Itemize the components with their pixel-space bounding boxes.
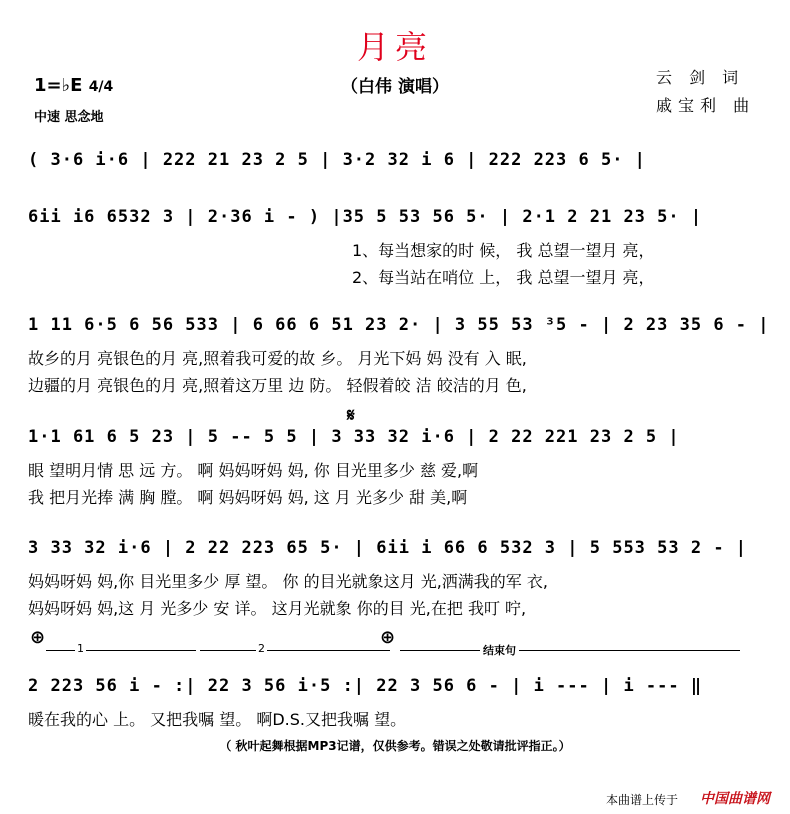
coda-sign-2: ⊕ xyxy=(380,627,396,648)
volta-2-label: 2 xyxy=(258,642,265,655)
key-label: 1=♭E xyxy=(34,75,83,96)
ending-label: 结束句 xyxy=(480,642,519,658)
volta-1-bracket xyxy=(46,650,196,651)
song-title: 月亮 xyxy=(356,28,433,66)
lyric-row-3-verse-1: 故乡的月 亮银色的月 亮,照着我可爱的故 乡。 月光下妈 妈 没有 入 眠, xyxy=(28,349,527,368)
volta-1-label: 1 xyxy=(77,642,84,655)
composer-credit: 戚宝利 曲 xyxy=(656,96,756,115)
lyric-row-5-verse-1: 妈妈呀妈 妈,你 目光里多少 厚 望。 你 的目光就象这月 光,洒满我的军 衣, xyxy=(28,572,548,591)
lyric-row-4-verse-2: 我 把月光捧 满 胸 膛。 啊 妈妈呀妈 妈, 这 月 光多少 甜 美,啊 xyxy=(28,488,468,507)
lyric-row-5-verse-2: 妈妈呀妈 妈,这 月 光多少 安 详。 这月光就象 你的目 光,在把 我叮 咛, xyxy=(28,599,527,618)
lyricist-credit: 云 剑 词 xyxy=(656,68,745,87)
performer-subtitle: （白伟 演唱） xyxy=(341,77,449,97)
upload-note: 本曲谱上传于 xyxy=(606,793,679,807)
transcription-note: （ 秋叶起舞根据MP3记谱，仅供参考。错误之处敬请批评指正。） xyxy=(219,739,571,753)
time-signature: 4/4 xyxy=(88,79,114,95)
notation-row-6: 2 223 56 i - :| 22 3 56 i·5 :| 22 3 56 6 - | i --- | i --- ‖ xyxy=(28,676,703,696)
volta-2-bracket xyxy=(200,650,390,651)
coda-sign-1: ⊕ xyxy=(30,627,46,648)
site-logo[interactable]: 中国曲谱网 xyxy=(700,791,770,807)
notation-row-3: 1 11 6·5 6 56 533 | 6 66 6 51 23 2· | 3 55 53 ³5 - | 2 23 35 6 - | xyxy=(28,315,770,335)
notation-row-1: ( 3·6 i·6 | 222 21 23 2 5 | 3·2 32 i 6 | 222 223 6 5· | xyxy=(28,150,646,170)
key-signature xyxy=(34,75,113,96)
lyric-row-3-verse-2: 边疆的月 亮银色的月 亮,照着这万里 边 防。 轻假着皎 洁 皎洁的月 色, xyxy=(28,376,527,395)
ending-bracket xyxy=(400,650,740,651)
notation-row-4: 1·1 61 6 5 23 | 5 -- 5 5 | 3 33 32 i·6 | 2 22 221 23 2 5 | xyxy=(28,427,680,447)
notation-row-5: 3 33 32 i·6 | 2 22 223 65 5· | 6ii i 66 6 532 3 | 5 553 53 2 - | xyxy=(28,538,748,558)
tempo-marking: 中速 思念地 xyxy=(34,110,104,125)
lyric-row-4-verse-1: 眼 望明月情 思 远 方。 啊 妈妈呀妈 妈, 你 目光里多少 慈 爱,啊 xyxy=(28,461,479,480)
segno-sign: 𝄋 xyxy=(347,405,355,426)
lyric-row-2-verse-2: 2、每当站在哨位 上， 我 总望一望月 亮， xyxy=(352,268,655,287)
lyric-row-2-verse-1: 1、每当想家的时 候， 我 总望一望月 亮， xyxy=(352,241,655,260)
notation-row-2: 6ii i6 6532 3 | 2·36 i - ) |35 5 53 56 5· | 2·1 2 21 23 5· | xyxy=(28,207,703,227)
lyric-row-6: 暖在我的心 上。 又把我嘱 望。 啊D.S.又把我嘱 望。 xyxy=(28,710,407,729)
